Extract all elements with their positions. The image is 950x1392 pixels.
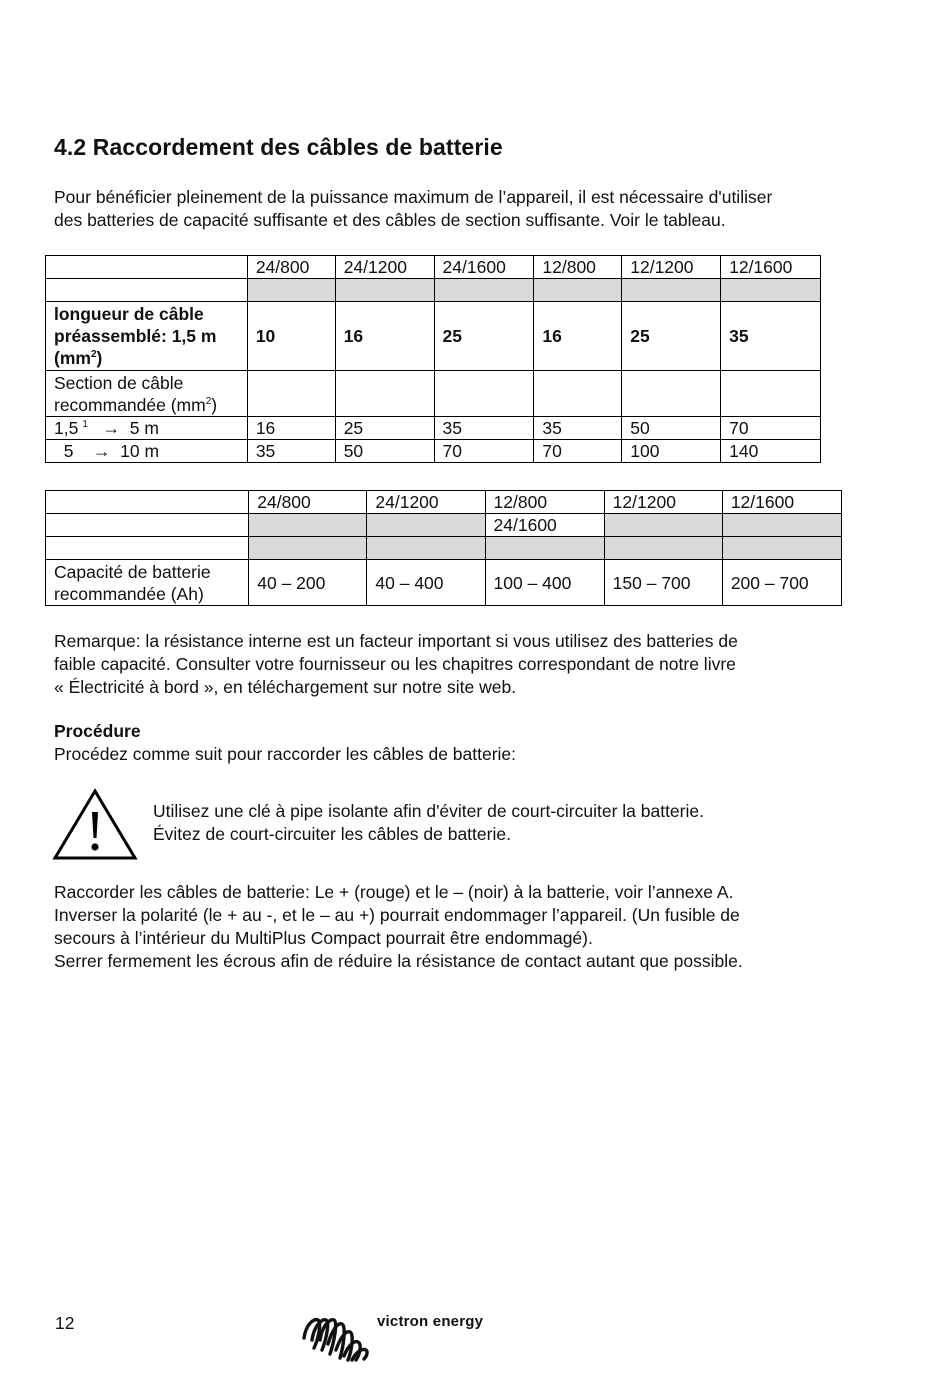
table-cell: 16 (335, 302, 434, 371)
model-header: 24/1200 (367, 491, 485, 514)
table-row (46, 491, 842, 514)
model-header: 24/800 (247, 256, 335, 279)
model-subheader: 24/1600 (485, 514, 604, 537)
procedure-title: Procédure (54, 721, 141, 741)
length-range-label: 5 → 10 m (46, 440, 248, 463)
procedure-intro: Procédez comme suit pour raccorder les câbles de batterie: (54, 744, 517, 764)
table-cell: 100 – 400 (485, 560, 604, 606)
table-row (46, 302, 821, 371)
brand-name: victron energy (377, 1313, 484, 1330)
table-cell: 16 (247, 417, 335, 440)
table-row (46, 371, 821, 417)
model-header: 24/800 (249, 491, 367, 514)
preassembled-label: longueur de câble préassemblé: 1,5 m $(mm^2)$ (46, 302, 248, 371)
battery-capacity-table (45, 490, 842, 606)
table-row (46, 279, 821, 302)
table-cell: 100 (622, 440, 721, 463)
page-number: 12 (55, 1313, 75, 1333)
table-row (46, 440, 821, 463)
arrow-right-icon: → (92, 441, 111, 461)
table-cell: 35 (434, 417, 534, 440)
warning-triangle-icon (52, 788, 138, 862)
warning-text: Utilisez une clé à pipe isolante afin d'éviter de court-circuiter la batterie. Évitez de court-circuiter les câbles de batterie. (153, 801, 704, 844)
table-row (46, 256, 821, 279)
table-row (46, 537, 842, 560)
intro-paragraph: Pour bénéficier pleinement de la puissance maximum de l’appareil, il est nécessaire d'utiliser des batteries de capacité suffisante et des câbles de section suffisante. Voir le tableau. (54, 187, 773, 230)
table-cell: 70 (534, 440, 622, 463)
table-cell: 40 – 400 (367, 560, 485, 606)
procedure-section (54, 720, 516, 766)
arrow-right-icon: → (102, 418, 120, 438)
cable-section-table (45, 255, 821, 463)
table-row (46, 514, 842, 537)
table-cell: 35 (721, 302, 821, 371)
remark-paragraph: Remarque: la résistance interne est un facteur important si vous utilisez des batteries de faible capacité. Consulter votre fournisseur ou les chapitres correspondant de notre livre « Électricité à bord », en téléchargement sur notre site web. (54, 631, 738, 697)
table-cell: 50 (622, 417, 721, 440)
table-cell: 25 (434, 302, 534, 371)
table-cell: 50 (335, 440, 434, 463)
section-heading: 4.2 Raccordement des câbles de batterie (54, 134, 503, 160)
model-header: 12/800 (534, 256, 622, 279)
table-cell: 35 (247, 440, 335, 463)
table-cell: 200 – 700 (722, 560, 841, 606)
table-cell: 40 – 200 (249, 560, 367, 606)
table-cell: 25 (622, 302, 721, 371)
instructions-paragraph: Raccorder les câbles de batterie: Le + (rouge) et le – (noir) à la batterie, voir l’annexe A. Inverser la polarité (le + au -, et le – au +) pourrait endommager l’appareil. (Un fusible de secours à l’intérieur du MultiPlus Compact pourrait être endommagé). Serrer fermement les écrous afin de réduire la résistance de contact autant que possible. (54, 882, 743, 971)
table-cell: 140 (721, 440, 821, 463)
model-header: 12/800 (485, 491, 604, 514)
model-header: 24/1200 (335, 256, 434, 279)
model-header: 12/1600 (722, 491, 841, 514)
table-row (46, 560, 842, 606)
table-cell: 70 (434, 440, 534, 463)
model-header: 24/1600 (434, 256, 534, 279)
table-row (46, 417, 821, 440)
table-cell: 16 (534, 302, 622, 371)
model-header: 12/1200 (622, 256, 721, 279)
table-cell: 70 (721, 417, 821, 440)
table-cell: 35 (534, 417, 622, 440)
table-cell: 150 – 700 (604, 560, 722, 606)
section-label: Section de câble recommandée $(mm^2)$ (46, 371, 248, 417)
capacity-label: Capacité de batterie recommandée (Ah) (46, 560, 249, 606)
length-range-label: 1,5 $^1$ → 5 m (46, 417, 248, 440)
model-header: 12/1600 (721, 256, 821, 279)
model-header: 12/1200 (604, 491, 722, 514)
table-cell: 25 (335, 417, 434, 440)
table-cell: 10 (247, 302, 335, 371)
